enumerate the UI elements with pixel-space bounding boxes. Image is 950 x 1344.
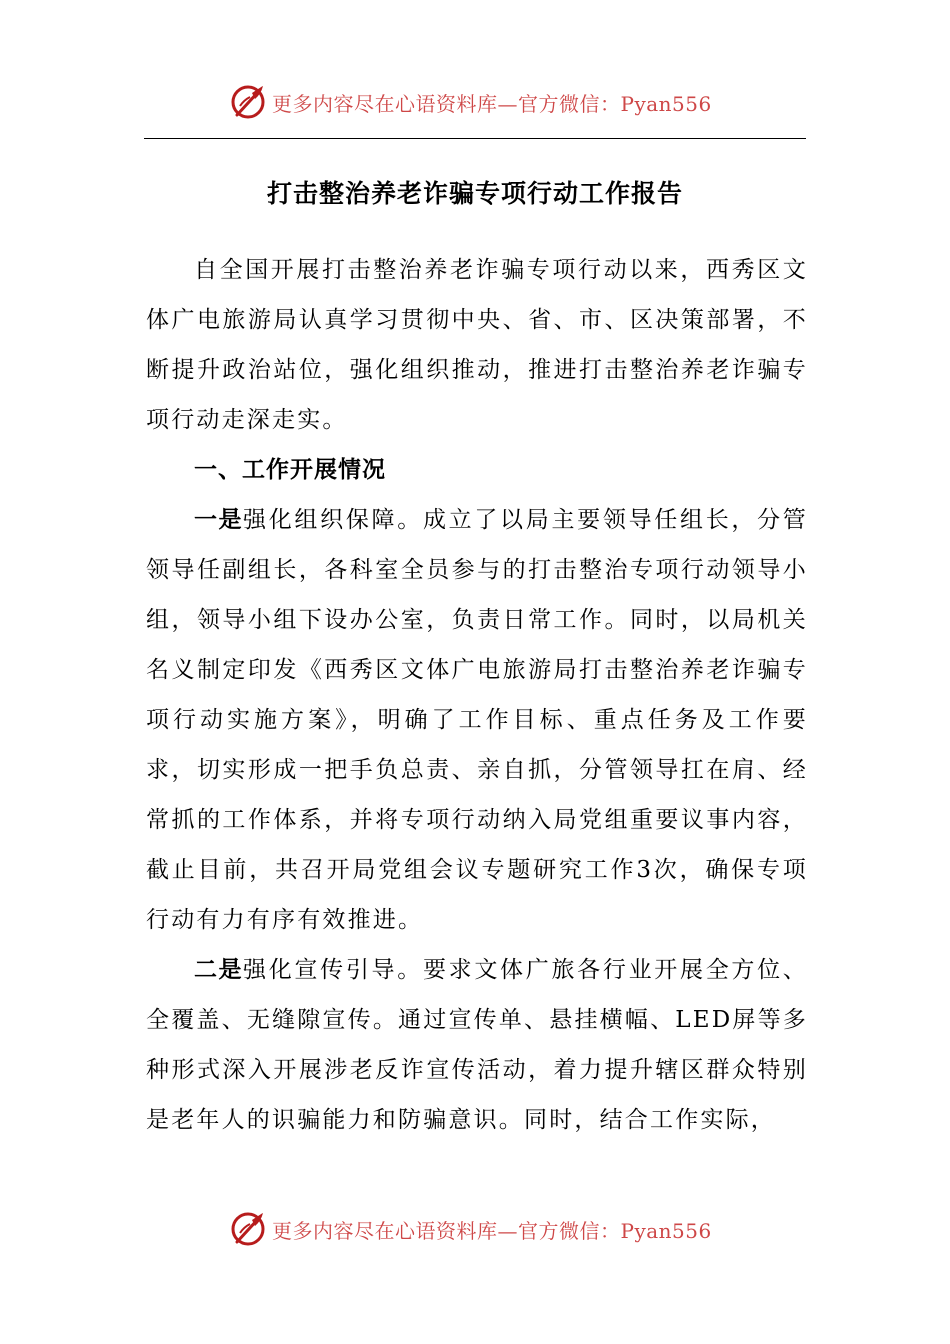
section-heading: 一、工作开展情况 — [194, 457, 386, 483]
item-paragraph-2 — [146, 945, 808, 1145]
item-text-1: 强化组织保障。成立了以局主要领导任组长，分管领导任副组长，各科室全员参与的打击整治专项行动领导小组，领导小组下设办公室，负责日常工作。同时，以局机关名义制定印发《西秀区文体广电旅游局打击整治养老诈骗专项行动实施方案》，明确了工作目标、重点任务及工作要求，切实形成一把手负总责、亲自抓，分管领导扛在肩、经常抓的工作体系，并将专项行动纳入局党组重要议事内容，截止目前，共召开局党组会议专题研究工作3次，确保专项行动有力有序有效推进。 — [146, 507, 809, 933]
watermark-text: 更多内容尽在心语资料库—官方微信：Pyan556 — [272, 1218, 712, 1243]
item-paragraph-1 — [146, 495, 808, 945]
document-body — [146, 245, 808, 1145]
intro-paragraph: 自全国开展打击整治养老诈骗专项行动以来，西秀区文体广电旅游局认真学习贯彻中央、省、市、区决策部署，不断提升政治站位，强化组织推动，推进打击整治养老诈骗专项行动走深走实。 — [146, 257, 808, 433]
header-rule — [144, 138, 806, 139]
quill-logo-icon — [228, 82, 268, 122]
watermark-text: 更多内容尽在心语资料库—官方微信：Pyan556 — [272, 91, 712, 116]
item-text-2: 强化宣传引导。要求文体广旅各行业开展全方位、全覆盖、无缝隙宣传。通过宣传单、悬挂横幅、LED屏等多种形式深入开展涉老反诈宣传活动，着力提升辖区群众特别是老年人的识骗能力和防骗意识。同时，结合工作实际， — [146, 957, 809, 1133]
header-watermark — [228, 82, 712, 122]
document-title: 打击整治养老诈骗专项行动工作报告 — [266, 179, 683, 208]
item-lead-2: 二是 — [194, 957, 244, 983]
footer-watermark — [228, 1209, 712, 1249]
quill-logo-icon — [228, 1209, 268, 1249]
item-lead-1: 一是 — [194, 507, 244, 533]
